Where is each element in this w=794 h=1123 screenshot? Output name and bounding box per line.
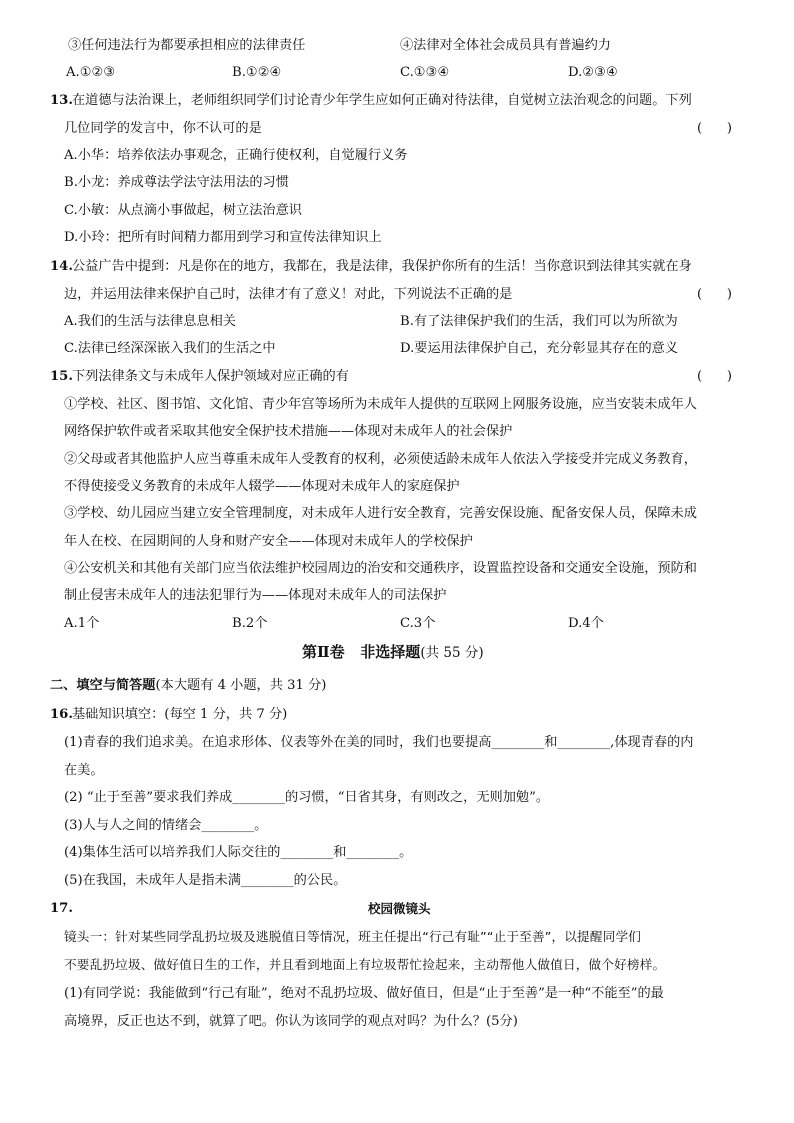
q16-stem: 基础知识填空：(每空 1 分，共 7 分): [72, 707, 288, 722]
q14-option-a: A.我们的生活与法律息息相关: [64, 314, 236, 329]
q17-title: 校园微镜头: [368, 901, 431, 916]
q15-line: ①学校、社区、图书馆、文化馆、青少年宫等场所为未成年人提供的互联网上网服务设施，应当安装未成年人: [64, 397, 697, 412]
q13-number: 13.: [50, 93, 73, 108]
q13-option-c: C.小敏：从点滴小事做起，树立法治意识: [64, 203, 302, 218]
q12-option-b: B.①②④: [232, 65, 282, 80]
q15-stem: 下列法律条文与未成年人保护领域对应正确的有: [72, 369, 349, 384]
q13-option-a: A.小华：培养依法办事观念，正确行使权利，自觉履行义务: [64, 148, 408, 163]
section2-heading: [50, 677, 326, 695]
q12-option-a: A.①②③: [66, 65, 116, 80]
q14-answer-bracket: ( ): [697, 287, 732, 302]
q16-number: 16.: [50, 707, 73, 722]
q15-option-a: A.1个: [64, 616, 100, 631]
q15-option-c: C.3个: [400, 616, 436, 631]
q17-number: 17.: [50, 901, 73, 916]
section2-note: (本大题有 4 小题，共 31 分): [155, 678, 327, 693]
q13-stem-line2: 几位同学的发言中，你不认可的是: [64, 121, 262, 136]
q16-line: 在美。: [64, 763, 104, 778]
q15-line: 不得使接受义务教育的未成年人辍学——体现对未成年人的家庭保护: [64, 479, 460, 494]
q14-stem-line2: 边，并运用法律来保护自己时，法律才有了意义！对此，下列说法不正确的是: [64, 287, 513, 302]
q12-item-4: ④法律对全体社会成员具有普遍约力: [400, 38, 611, 53]
q12-item-3: ③任何违法行为都要承担相应的法律责任: [68, 38, 306, 53]
q15-line: ④公安机关和其他有关部门应当依法维护校园周边的治安和交通秩序，设置监控设备和交通安全设施，预防和: [64, 561, 697, 576]
part2-score: (共 55 分): [420, 645, 484, 661]
q16-line: (5)在我国，未成年人是指未满________的公民。: [64, 873, 347, 888]
q14-number: 14.: [50, 259, 73, 274]
q16-line: (2) “止于至善”要求我们养成________的习惯，“日省其身，有则改之，无则加勉”。: [64, 790, 550, 805]
q15-option-b: B.2个: [232, 616, 268, 631]
q15-line: 制止侵害未成年人的违法犯罪行为——体现对未成年人的司法保护: [64, 588, 447, 603]
q13-option-b: B.小龙：养成尊法学法守法用法的习惯: [64, 175, 289, 190]
q17-sub1-line1: (1)有同学说：我能做到“行己有耻”，绝对不乱扔垃圾、做好值日，但是“止于至善”是一种“不能至”的最: [64, 986, 664, 1001]
part2-title: [302, 642, 484, 663]
q12-option-c: C.①③④: [400, 65, 450, 80]
q15-option-d: D.4个: [568, 616, 604, 631]
q12-option-d: D.②③④: [568, 65, 618, 80]
q15-line: ②父母或者其他监护人应当尊重未成年人受教育的权利，必须使适龄未成年人依法入学接受并完成义务教育，: [64, 452, 697, 467]
q15-answer-bracket: ( ): [697, 369, 732, 384]
q14-option-b: B.有了法律保护我们的生活，我们可以为所欲为: [400, 314, 678, 329]
q17-shot-line1: 镜头一：针对某些同学乱扔垃圾及逃脱值日等情况，班主任提出“行己有耻”“止于至善”，以提醒同学们: [64, 929, 642, 944]
section2-heading-text: 二、填空与简答题: [50, 678, 156, 693]
q13-option-d: D.小玲：把所有时间精力都用到学习和宣传法律知识上: [64, 230, 382, 245]
q14-option-c: C.法律已经深深嵌入我们的生活之中: [64, 341, 276, 356]
q17-shot-line2: 不要乱扔垃圾、做好值日生的工作，并且看到地面上有垃圾帮忙捡起来，主动帮他人做值日，做个好榜样。: [64, 957, 666, 972]
q16-line: (3)人与人之间的情绪会________。: [64, 818, 268, 833]
q15-line: 网络保护软件或者采取其他安全保护技术措施——体现对未成年人的社会保护: [64, 424, 513, 439]
q17-sub1-line2: 高境界，反正也达不到，就算了吧。你认为该同学的观点对吗？为什么？(5分): [64, 1014, 518, 1029]
part2-title-text: 第Ⅱ卷 非选择题: [302, 643, 421, 661]
q15-line: 年人在校、在园期间的人身和财产安全——体现对未成年人的学校保护: [64, 534, 473, 549]
q15-number: 15.: [50, 369, 73, 384]
q15-line: ③学校、幼儿园应当建立安全管理制度，对未成年人进行安全教育，完善安保设施、配备安保人员，保障未成: [64, 506, 697, 521]
q14-stem-line1: 公益广告中提到：凡是你在的地方，我都在，我是法律，我保护你所有的生活！当你意识到法律其实就在身: [72, 259, 692, 274]
q16-line: (4)集体生活可以培养我们人际交往的________和________。: [64, 845, 413, 860]
q13-stem-line1: 在道德与法治课上，老师组织同学们讨论青少年学生应如何正确对待法律，自觉树立法治观念的问题。下列: [72, 93, 692, 108]
q14-option-d: D.要运用法律保护自己，充分彰显其存在的意义: [400, 341, 679, 356]
q13-answer-bracket: ( ): [697, 121, 732, 136]
q16-line: (1)青春的我们追求美。在追求形体、仪表等外在美的同时，我们也要提高________和________,体现青春的内: [64, 735, 694, 750]
